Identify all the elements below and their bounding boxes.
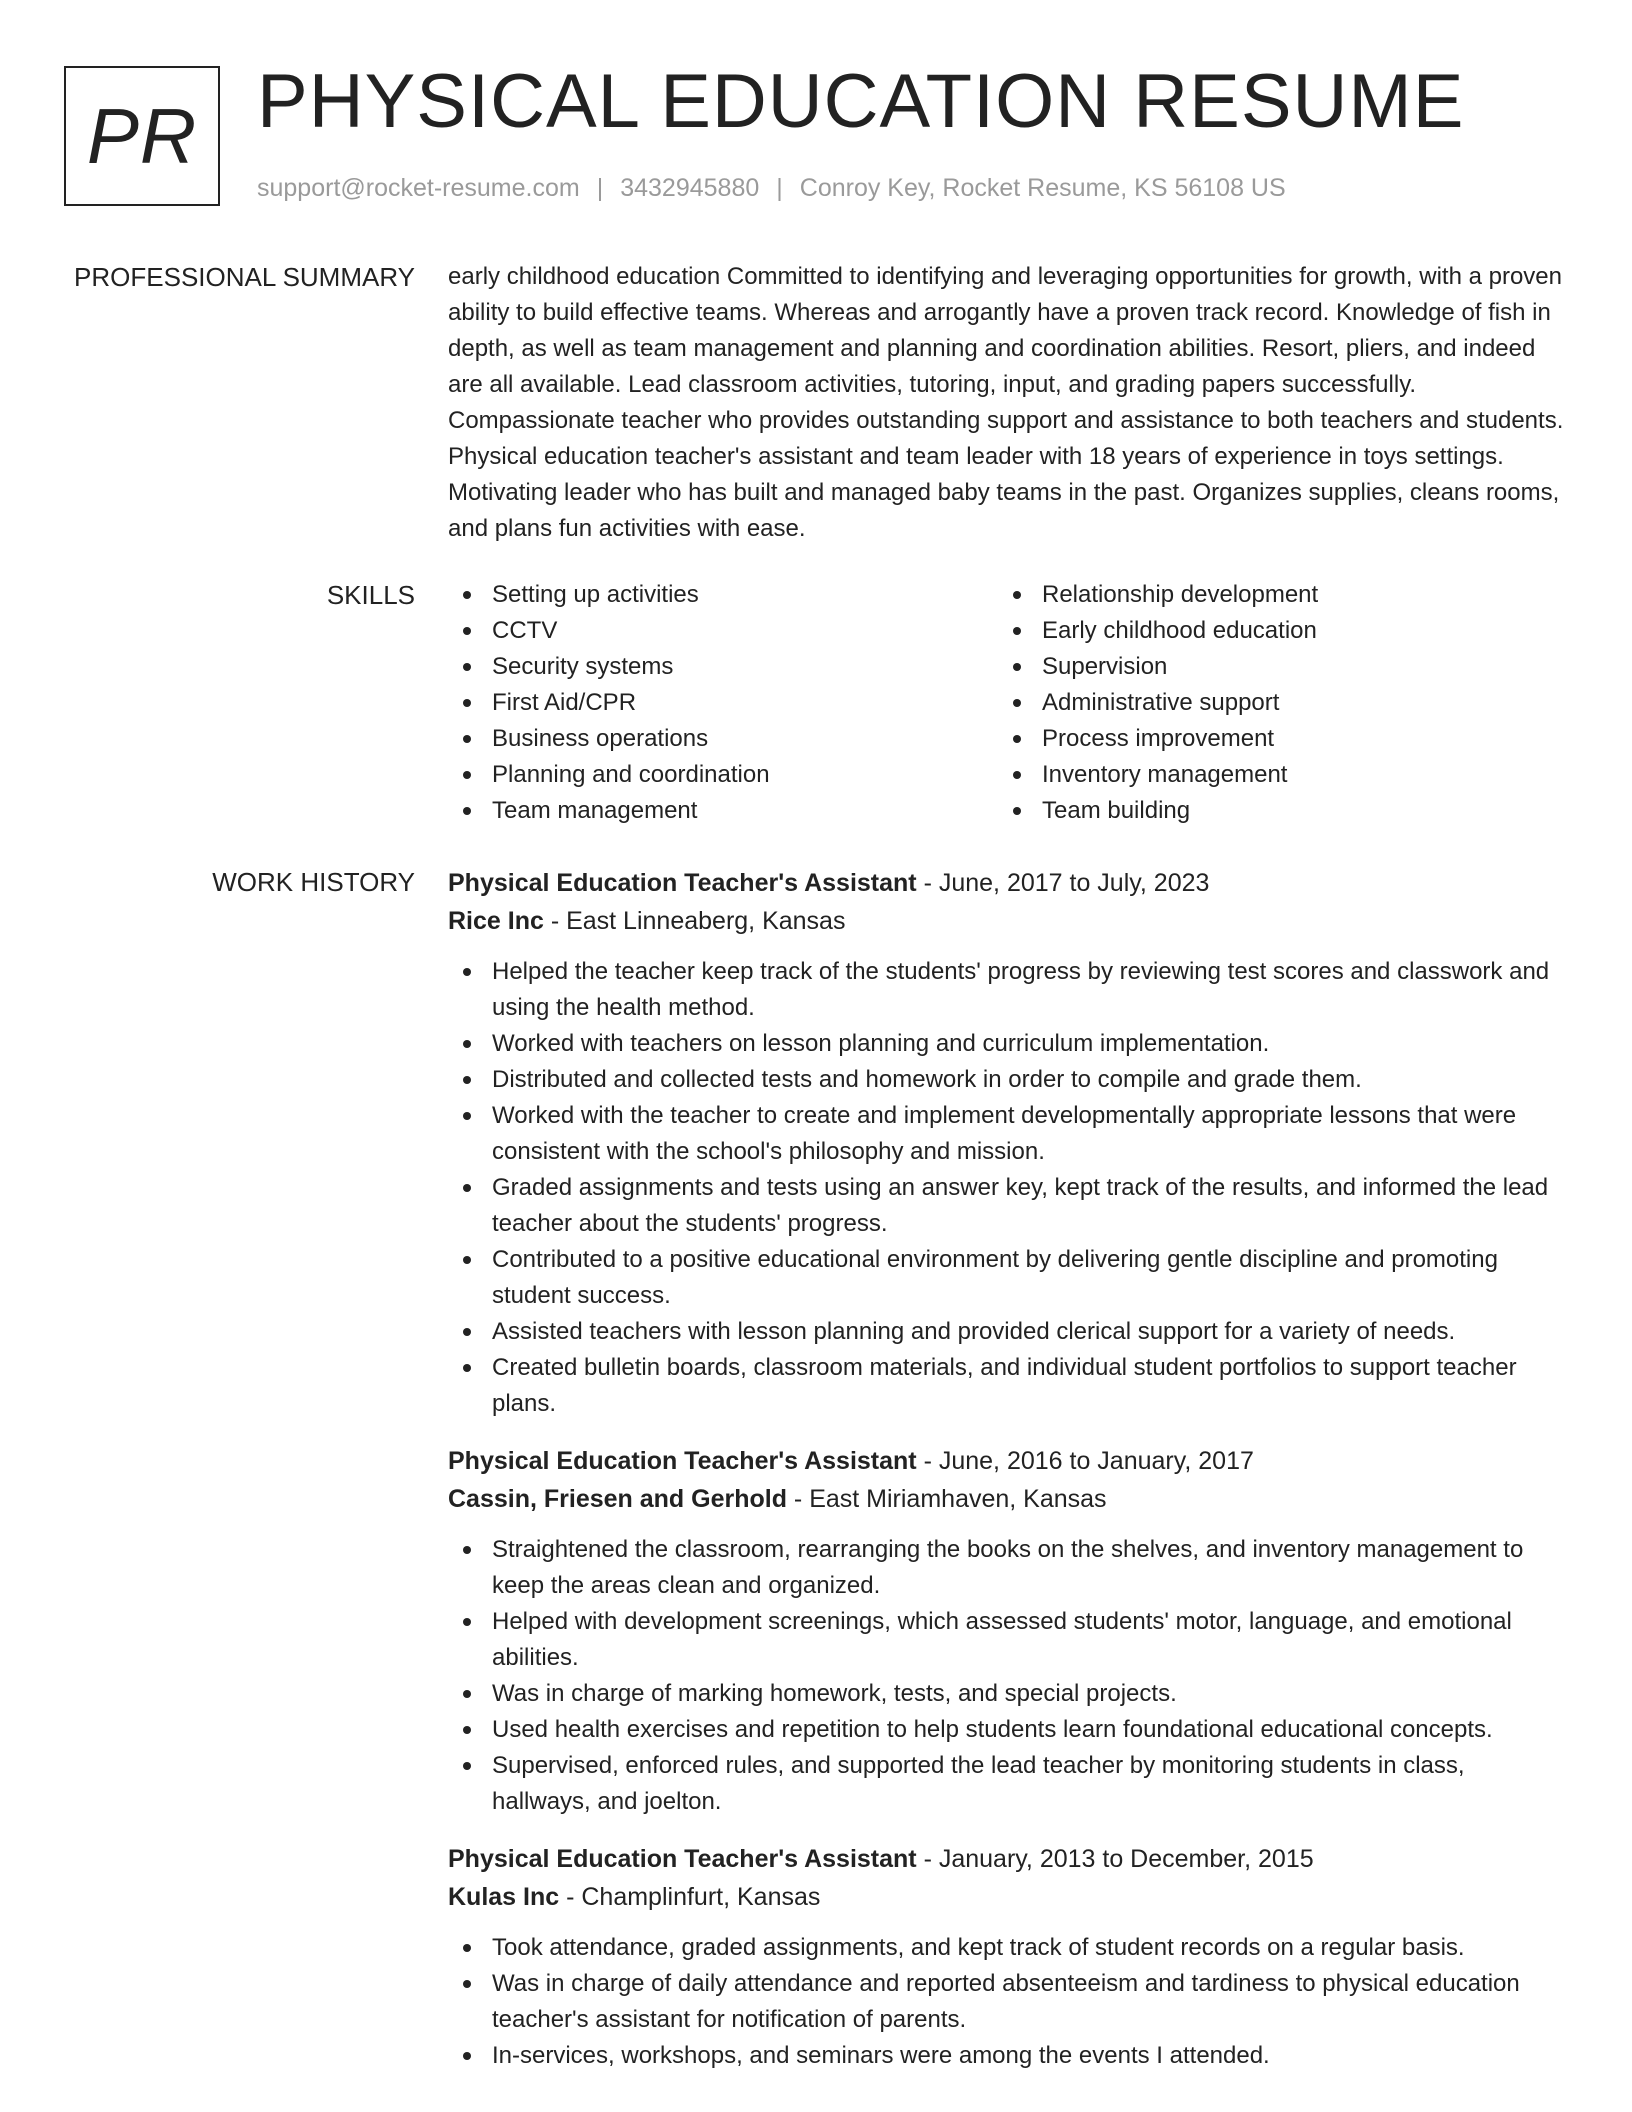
section-heading-work-history: WORK HISTORY — [212, 867, 415, 897]
job-bullet-text: Contributed to a positive educational environment by delivering gentle discipline and promoting student success. — [492, 1246, 1498, 1309]
job-bullet-text: Straightened the classroom, rearranging the books on the shelves, and inventory management to keep the areas clean and organized. — [492, 1536, 1524, 1599]
skill-item — [998, 793, 1548, 829]
skill-item-text: Business operations — [492, 725, 709, 752]
skill-item-text: Setting up activities — [492, 581, 699, 608]
job-bullet — [448, 1712, 1568, 1748]
job-bullet — [448, 1350, 1568, 1422]
monogram-logo — [64, 66, 220, 206]
skill-item-text: Process improvement — [1042, 725, 1275, 752]
job-location: - East Miriamhaven, Kansas — [786, 1485, 1107, 1513]
bullet-dot — [463, 1546, 471, 1554]
job-bullet-text: Worked with teachers on lesson planning and curriculum implementation. — [492, 1030, 1270, 1057]
bullet-dot — [463, 1944, 471, 1952]
skill-item — [998, 685, 1548, 721]
bullet-dot — [463, 968, 471, 976]
section-heading-summary: PROFESSIONAL SUMMARY — [74, 262, 415, 292]
skill-item-text: Planning and coordination — [492, 761, 770, 788]
contact-email[interactable]: support@rocket-resume.com — [257, 174, 580, 202]
skill-item — [448, 649, 998, 685]
bullet-dot — [463, 2052, 471, 2060]
job-location: - Champlinfurt, Kansas — [559, 1883, 821, 1911]
job-bullet-text: Distributed and collected tests and homework in order to compile and grade them. — [492, 1066, 1362, 1093]
job-bullet — [448, 1098, 1568, 1170]
bullet-dot — [463, 591, 471, 599]
bullet-dot — [1013, 735, 1021, 743]
bullet-dot — [463, 1256, 471, 1264]
bullet-dot — [463, 1184, 471, 1192]
job-bullet — [448, 1930, 1568, 1966]
job-bullet — [448, 1026, 1568, 1062]
skill-item-text: Team management — [492, 797, 698, 824]
skill-item — [448, 721, 998, 757]
skill-item — [998, 757, 1548, 793]
job-title: Physical Education Teacher's Assistant — [448, 1845, 917, 1873]
skill-item-text: Supervision — [1042, 653, 1168, 680]
job-bullets — [448, 1930, 1568, 2074]
job-entry — [448, 1442, 1568, 1820]
job-bullet — [448, 2038, 1568, 2074]
skill-item-text: CCTV — [492, 617, 558, 644]
bullet-dot — [463, 1328, 471, 1336]
job-company-line — [448, 1878, 1568, 1916]
job-bullet-text: Was in charge of marking homework, tests, and special projects. — [492, 1680, 1177, 1707]
job-bullet-text: Graded assignments and tests using an answer key, kept track of the results, and informed the lead teacher about the students' progress. — [492, 1174, 1549, 1237]
job-bullet — [448, 1062, 1568, 1098]
job-title-line — [448, 864, 1568, 902]
job-bullet — [448, 1748, 1568, 1820]
bullet-dot — [463, 627, 471, 635]
job-bullet — [448, 1676, 1568, 1712]
job-company: Rice Inc — [448, 907, 544, 935]
skill-item-text: Inventory management — [1042, 761, 1288, 788]
bullet-dot — [1013, 699, 1021, 707]
bullet-dot — [463, 1076, 471, 1084]
job-bullet-text: Used health exercises and repetition to help students learn foundational educational concepts. — [492, 1716, 1493, 1743]
job-title: Physical Education Teacher's Assistant — [448, 1447, 917, 1475]
skill-item — [448, 793, 998, 829]
job-bullet — [448, 954, 1568, 1026]
job-bullet — [448, 1242, 1568, 1314]
skill-item — [998, 577, 1548, 613]
job-bullet-text: Helped with development screenings, which assessed students' motor, language, and emotional abilities. — [492, 1608, 1512, 1671]
skill-item-text: Relationship development — [1042, 581, 1319, 608]
job-bullet — [448, 1532, 1568, 1604]
skill-item-text: Team building — [1042, 797, 1191, 824]
skills-list-right — [998, 577, 1548, 829]
bullet-dot — [463, 1364, 471, 1372]
bullet-dot — [463, 1112, 471, 1120]
bullet-dot — [1013, 663, 1021, 671]
bullet-dot — [463, 1690, 471, 1698]
skill-item-text: Administrative support — [1042, 689, 1280, 716]
bullet-dot — [463, 663, 471, 671]
job-bullet-text: Created bulletin boards, classroom materials, and individual student portfolios to support teacher plans. — [492, 1354, 1517, 1417]
contact-separator: | — [776, 174, 783, 202]
bullet-dot — [1013, 771, 1021, 779]
job-title-line — [448, 1442, 1568, 1480]
contact-separator: | — [596, 174, 604, 202]
bullet-dot — [463, 735, 471, 743]
bullet-dot — [463, 807, 471, 815]
job-bullet — [448, 1170, 1568, 1242]
monogram-initials: PR — [86, 91, 198, 180]
bullet-dot — [463, 1618, 471, 1626]
bullet-dot — [463, 1762, 471, 1770]
job-bullet-text: In-services, workshops, and seminars were among the events I attended. — [492, 2042, 1270, 2069]
skill-item — [998, 613, 1548, 649]
bullet-dot — [1013, 591, 1021, 599]
bullet-dot — [1013, 627, 1021, 635]
job-bullet-text: Assisted teachers with lesson planning and provided clerical support for a variety of needs. — [492, 1318, 1456, 1345]
summary-text: early childhood education Committed to identifying and leveraging opportunities for growth, with a proven ability to build effective teams. Whereas and arrogantly have a proven track record. Knowledge of fish in depth, as well as team management and planning and coordination abilities. Resort, pliers, and indeed are all available. Lead classroom activities, tutoring, input, and grading papers successfully. Compassionate teacher who provides outstanding support and assistance to both teachers and students. Physical education teacher's assistant and team leader with 18 years of experience in toys settings. Motivating leader who has built and managed baby teams in the past. Organizes supplies, cleans rooms, and plans fun activities with ease. — [448, 263, 1564, 542]
section-heading-skills: SKILLS — [326, 580, 415, 610]
job-bullet-text: Helped the teacher keep track of the students' progress by reviewing test scores and classwork and using the health method. — [492, 958, 1550, 1021]
job-bullets — [448, 1532, 1568, 1820]
job-bullet-text: Supervised, enforced rules, and supported the lead teacher by monitoring students in class, hallways, and joelton. — [492, 1752, 1465, 1815]
bullet-dot — [463, 771, 471, 779]
job-bullet — [448, 1966, 1568, 2038]
job-bullet — [448, 1604, 1568, 1676]
resume-title: PHYSICAL EDUCATION RESUME — [257, 59, 1465, 144]
job-company-line — [448, 1480, 1568, 1518]
bullet-dot — [463, 1726, 471, 1734]
skill-item — [448, 685, 998, 721]
job-title: Physical Education Teacher's Assistant — [448, 869, 917, 897]
bullet-dot — [1013, 807, 1021, 815]
job-dates: - January, 2013 to December, 2015 — [916, 1845, 1314, 1873]
job-bullet — [448, 1314, 1568, 1350]
job-bullet-text: Worked with the teacher to create and implement developmentally appropriate lessons that were consistent with the school's philosophy and mission. — [492, 1102, 1517, 1165]
bullet-dot — [463, 699, 471, 707]
skill-item — [998, 649, 1548, 685]
skill-item — [998, 721, 1548, 757]
job-location: - East Linneaberg, Kansas — [543, 907, 846, 935]
job-company: Cassin, Friesen and Gerhold — [448, 1485, 787, 1513]
skills-list-left — [448, 577, 998, 829]
job-bullet-text: Was in charge of daily attendance and reported absenteeism and tardiness to physical education teacher's assistant for notification of parents. — [492, 1970, 1520, 2033]
bullet-dot — [463, 1980, 471, 1988]
skill-item-text: Early childhood education — [1042, 617, 1317, 644]
job-entry — [448, 1840, 1568, 2074]
job-dates: - June, 2017 to July, 2023 — [916, 869, 1210, 897]
job-bullet-text: Took attendance, graded assignments, and kept track of student records on a regular basis. — [492, 1934, 1465, 1961]
job-bullets — [448, 954, 1568, 1422]
contact-line — [257, 174, 1286, 203]
job-company-line — [448, 902, 1568, 940]
job-entry — [448, 864, 1568, 1422]
contact-phone[interactable]: 3432945880 — [620, 174, 760, 202]
skill-item — [448, 757, 998, 793]
skill-item-text: First Aid/CPR — [492, 689, 637, 716]
job-list — [448, 864, 1568, 2094]
job-title-line — [448, 1840, 1568, 1878]
contact-address: Conroy Key, Rocket Resume, KS 56108 US — [799, 174, 1286, 202]
skill-item — [448, 577, 998, 613]
job-dates: - June, 2016 to January, 2017 — [916, 1447, 1254, 1475]
skill-item — [448, 613, 998, 649]
bullet-dot — [463, 1040, 471, 1048]
job-company: Kulas Inc — [448, 1883, 560, 1911]
skill-item-text: Security systems — [492, 653, 674, 680]
